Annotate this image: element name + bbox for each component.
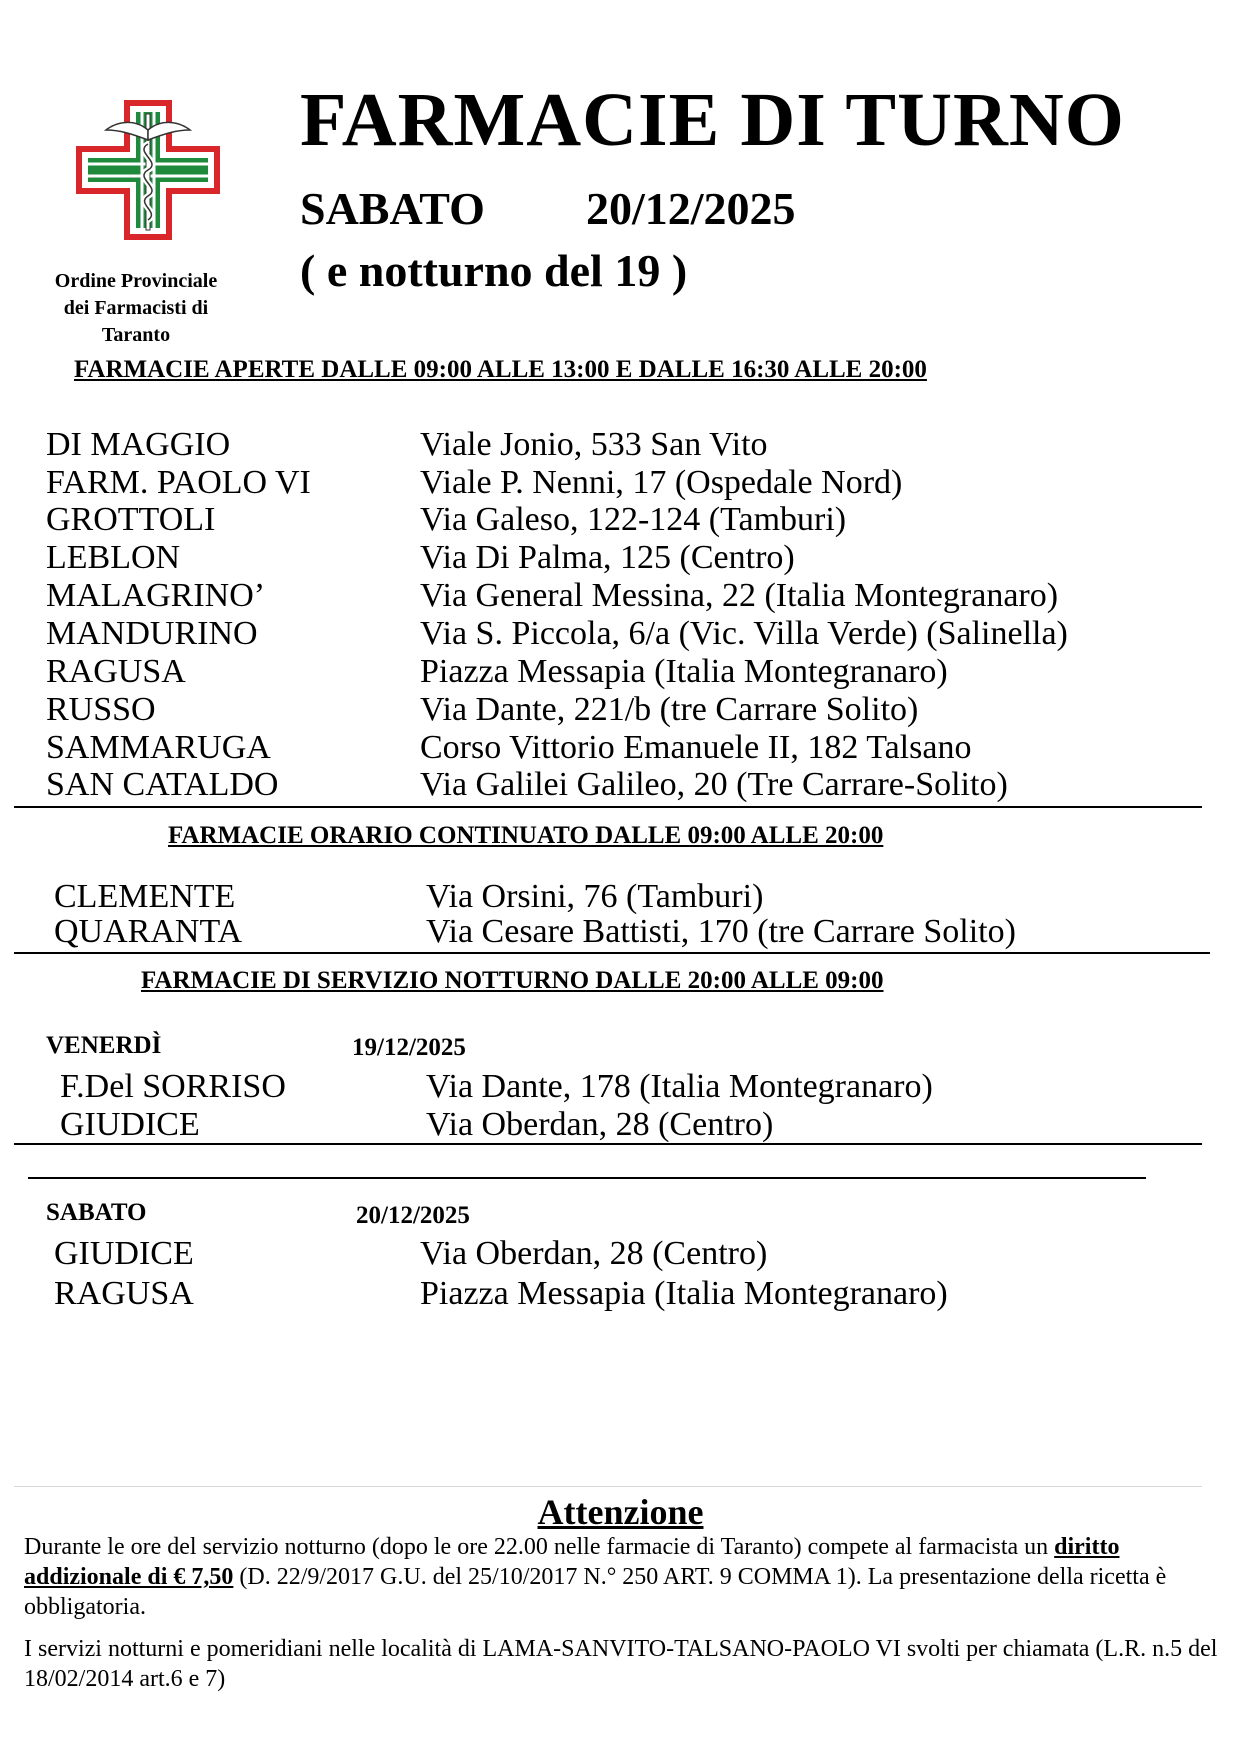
friday-date-label: 19/12/2025 — [352, 1034, 466, 1061]
header-day: SABATO — [300, 183, 485, 234]
saturday-date-label: 20/12/2025 — [356, 1202, 470, 1229]
pharmacy-address: Via Galilei Galileo, 20 (Tre Carrare-Solito) — [420, 766, 1008, 803]
section-divider — [14, 1143, 1202, 1145]
pharmacy-address: Via Oberdan, 28 (Centro) — [420, 1235, 768, 1272]
pharmacy-name: RAGUSA — [54, 1275, 194, 1312]
section-divider — [14, 806, 1202, 808]
pharmacy-address: Via Cesare Battisti, 170 (tre Carrare Solito) — [426, 913, 1016, 950]
pharmacy-address: Via Galeso, 122-124 (Tamburi) — [420, 501, 847, 538]
pharmacy-address: Via Dante, 221/b (tre Carrare Solito) — [420, 691, 919, 728]
pharmacy-address: Viale Jonio, 533 San Vito — [420, 426, 768, 463]
pharmacy-address: Via Orsini, 76 (Tamburi) — [426, 878, 764, 915]
header-day-line — [300, 183, 796, 234]
pharmacy-address: Piazza Messapia (Italia Montegranaro) — [420, 1275, 948, 1312]
pharmacy-address: Via Di Palma, 125 (Centro) — [420, 539, 795, 576]
pharmacy-name: DI MAGGIO — [46, 426, 231, 463]
pharmacy-name: RAGUSA — [46, 653, 186, 690]
notice-title: Attenzione — [537, 1492, 704, 1532]
pharmacy-name: SAN CATALDO — [46, 766, 279, 803]
pharmacy-name: GIUDICE — [60, 1106, 200, 1143]
pharmacy-name: LEBLON — [46, 539, 181, 576]
notice-paragraph: I servizi notturni e pomeridiani nelle località di LAMA-SANVITO-TALSANO-PAOLO VI svolti per chiamata (L.R. n.5 del 18/02/2014 art.6 e 7) — [24, 1636, 1218, 1692]
organization-name: Ordine Provinciale dei Farmacisti di Taranto — [54, 270, 218, 346]
pharmacy-address: Via S. Piccola, 6/a (Vic. Villa Verde) (Salinella) — [420, 615, 1068, 652]
pharmacy-name: SAMMARUGA — [46, 729, 271, 766]
pharmacy-name: F.Del SORRISO — [60, 1068, 286, 1105]
pharmacy-name: MALAGRINO’ — [46, 577, 266, 614]
pharmacy-address: Via Dante, 178 (Italia Montegranaro) — [426, 1068, 933, 1105]
pharmacy-cross-caduceus-icon — [76, 100, 220, 240]
pharmacy-name: RUSSO — [46, 691, 156, 728]
pharmacy-address: Viale P. Nenni, 17 (Ospedale Nord) — [420, 464, 903, 501]
notice-fee-highlight: diritto addizionale di € 7,50 — [24, 1534, 1120, 1590]
pharmacy-address: Via Oberdan, 28 (Centro) — [426, 1106, 774, 1143]
pharmacy-address: Corso Vittorio Emanuele II, 182 Talsano — [420, 729, 972, 766]
section-divider — [14, 952, 1210, 954]
friday-day-label: VENERDÌ — [46, 1032, 162, 1059]
pharmacy-name: GROTTOLI — [46, 501, 216, 538]
pharmacy-name: CLEMENTE — [54, 878, 236, 915]
pharmacy-name: QUARANTA — [54, 913, 243, 950]
pharmacy-name: FARM. PAOLO VI — [46, 464, 311, 501]
saturday-day-label: SABATO — [46, 1199, 147, 1226]
header-night-note: ( e notturno del 19 ) — [300, 245, 688, 296]
notice-divider — [14, 1486, 1202, 1487]
daytime-section-heading: FARMACIE APERTE DALLE 09:00 ALLE 13:00 E DALLE 16:30 ALLE 20:00 — [74, 356, 927, 383]
night-section-heading: FARMACIE DI SERVIZIO NOTTURNO DALLE 20:00 ALLE 09:00 — [141, 967, 884, 994]
page-title: FARMACIE DI TURNO — [300, 78, 1125, 162]
pharmacy-name: GIUDICE — [54, 1235, 194, 1272]
pharmacy-address: Piazza Messapia (Italia Montegranaro) — [420, 653, 948, 690]
header-date: 20/12/2025 — [586, 183, 796, 234]
notice-paragraph: Durante le ore del servizio notturno (dopo le ore 22.00 nelle farmacie di Taranto) compete al farmacista un diritto addizionale di € 7,50 (D. 22/9/2017 G.U. del 25/10/2017 N.° 250 ART. 9 COMMA 1). La presentazione della ricetta è obbligatoria. — [24, 1534, 1167, 1620]
pharmacy-address: Via General Messina, 22 (Italia Montegranaro) — [420, 577, 1059, 614]
continuous-section-heading: FARMACIE ORARIO CONTINUATO DALLE 09:00 ALLE 20:00 — [168, 822, 884, 849]
pharmacy-name: MANDURINO — [46, 615, 258, 652]
section-divider — [28, 1177, 1146, 1179]
